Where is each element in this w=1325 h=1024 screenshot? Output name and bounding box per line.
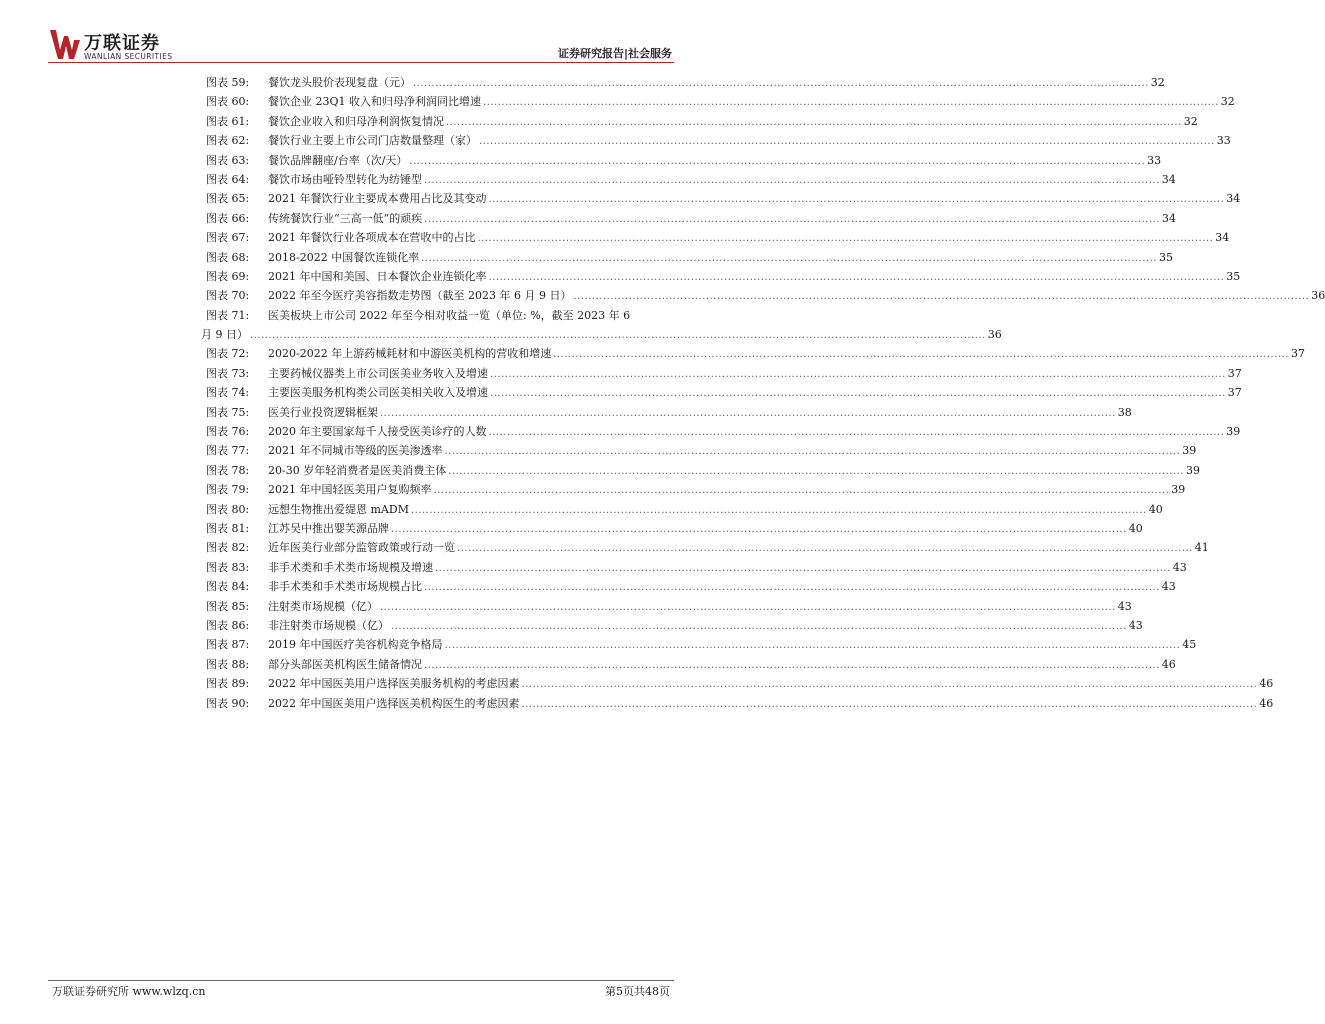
toc-entry-label: 图表 63: (206, 153, 250, 167)
toc-entry-title: 非手术类和手术类市场规模占比 (268, 580, 422, 594)
toc-entry[interactable] (206, 131, 1231, 150)
dot-leader: ........................................................................................................................................................................................................ (479, 136, 1215, 148)
toc-entry[interactable] (206, 209, 1176, 228)
toc-entry-page: 37 (1227, 386, 1242, 400)
toc-entry-title: 远想生物推出爱缇恩 mADM (268, 502, 409, 516)
toc-entry-label: 图表 87: (206, 638, 250, 652)
toc-entry-page: 36 (1311, 289, 1325, 303)
toc-entry-label: 图表 86: (206, 618, 250, 632)
toc-entry-title: 2021 年中国和美国、日本餐饮企业连锁化率 (268, 269, 487, 283)
toc-entry[interactable] (206, 538, 1209, 557)
toc-entry-title: 非注射类市场规模（亿） (268, 618, 389, 632)
dot-leader: ........................................................................................................................................................................................................ (446, 116, 1182, 128)
toc-entry-label: 图表 67: (206, 231, 250, 245)
toc-entry-label: 图表 78: (206, 463, 250, 477)
toc-entry-label: 图表 59: (206, 76, 250, 89)
footer-source: 万联证券研究所 www.wlzq.cn (52, 985, 206, 998)
toc-entry[interactable] (206, 189, 1241, 208)
toc-entry-page: 43 (1117, 599, 1132, 613)
toc-entry-label: 图表 71: (206, 308, 250, 322)
dot-leader: ........................................................................................................................................................................................................ (490, 388, 1226, 400)
toc-entry-label: 图表 60: (206, 95, 250, 109)
dot-leader: ........................................................................................................................................................................................................ (444, 640, 1181, 652)
toc-entry-title: 2022 年至今医疗美容指数走势图（截至 2023 年 6 月 9 日） (268, 289, 572, 303)
toc-entry[interactable] (206, 480, 1186, 499)
toc-entry-title: 2018-2022 中国餐饮连锁化率 (268, 250, 420, 264)
dot-leader: ........................................................................................................................................................................................................ (424, 582, 1160, 594)
toc-entry-label: 图表 62: (206, 134, 250, 148)
dot-leader: ........................................................................................................................................................................................................ (380, 407, 1116, 419)
toc-entry[interactable] (206, 92, 1235, 111)
toc-entry[interactable] (206, 364, 1242, 383)
toc-entry-page: 38 (1117, 405, 1132, 419)
dot-leader: ........................................................................................................................................................................................................ (410, 504, 1147, 516)
toc-entry-page: 43 (1128, 618, 1143, 632)
toc-entry-page: 43 (1161, 580, 1176, 594)
toc-entry[interactable] (206, 558, 1187, 577)
toc-entry-title: 2020-2022 年上游药械耗材和中游医美机构的营收和增速 (268, 347, 552, 361)
toc-entry-page: 39 (1171, 483, 1186, 497)
dot-leader: ........................................................................................................................................................................................................ (521, 679, 1258, 691)
toc-entry[interactable] (206, 500, 1163, 519)
toc-entry-label: 图表 83: (206, 560, 250, 574)
toc-entry[interactable] (206, 422, 1241, 441)
toc-entry[interactable] (206, 286, 1325, 305)
toc-entry[interactable] (206, 403, 1132, 422)
toc-entry-page: 39 (1226, 425, 1241, 439)
toc-entry-page: 41 (1194, 541, 1209, 555)
footer-divider (48, 980, 674, 981)
dot-leader: ........................................................................................................................................................................................................ (444, 446, 1181, 458)
toc-entry-page: 43 (1172, 560, 1187, 574)
toc-entry-label: 图表 84: (206, 580, 250, 594)
toc-entry-title: 医美板块上市公司 2022 年至今相对收益一览（单位: %，截至 2023 年 6 (268, 308, 631, 322)
toc-entry-title: 部分头部医美机构医生储备情况 (268, 657, 422, 671)
toc-entry-title: 20-30 岁年轻消费者是医美消费主体 (268, 463, 447, 477)
page-header (0, 0, 724, 70)
dot-leader: ........................................................................................................................................................................................................ (435, 562, 1171, 574)
toc-entry[interactable] (206, 112, 1198, 131)
dot-leader: ........................................................................................................................................................................................................ (409, 155, 1146, 167)
toc-entry[interactable] (206, 635, 1197, 654)
toc-entry-label: 图表 90: (206, 696, 250, 710)
dot-leader: ........................................................................................................................................................................................................ (380, 601, 1116, 613)
toc-entry-label: 图表 88: (206, 657, 250, 671)
toc-entry-title: 2021 年不同城市等级的医美渗透率 (268, 444, 443, 458)
toc-entry-label: 图表 89: (206, 677, 250, 691)
toc-entry-page: 39 (1182, 444, 1197, 458)
toc-entry-label: 图表 77: (206, 444, 250, 458)
toc-entry-title: 2021 年餐饮行业各项成本在营收中的占比 (268, 231, 476, 245)
toc-entry-page: 40 (1148, 502, 1163, 516)
toc-entry[interactable] (206, 597, 1132, 616)
toc-entry[interactable] (206, 519, 1143, 538)
figure-index-list (201, 73, 1325, 713)
toc-entry-title: 近年医美行业部分监管政策或行动一览 (268, 541, 455, 555)
toc-entry-page: 46 (1161, 657, 1176, 671)
toc-entry-title: 餐饮龙头股价表现复盘（元） (268, 76, 411, 89)
dot-leader: ........................................................................................................................................................................................................ (457, 543, 1193, 555)
toc-entry[interactable] (206, 170, 1176, 189)
toc-entry-label: 图表 76: (206, 425, 250, 439)
toc-entry-page: 34 (1215, 231, 1230, 245)
toc-entry-label: 图表 68: (206, 250, 250, 264)
toc-entry-title: 主要药械仪器类上市公司医美业务收入及增速 (268, 366, 488, 380)
toc-entry-label: 图表 61: (206, 114, 250, 128)
toc-entry[interactable] (206, 73, 1165, 92)
toc-entry-label: 图表 69: (206, 269, 250, 283)
toc-entry-title: 2021 年中国轻医美用户复购频率 (268, 483, 432, 497)
dot-leader: ........................................................................................................................................................................................................ (573, 291, 1310, 303)
dot-leader: ........................................................................................................................................................................................................ (250, 330, 986, 342)
brand-name-cn: 万联证券 (84, 33, 160, 54)
toc-entry-label: 图表 72: (206, 347, 250, 361)
toc-entry-title-continued: 月 9 日） (201, 328, 248, 342)
toc-entry-title: 江苏吴中推出婴芙源品牌 (268, 521, 389, 535)
toc-entry-label: 图表 64: (206, 172, 250, 186)
dot-leader: ........................................................................................................................................................................................................ (421, 252, 1157, 264)
toc-entry-label: 图表 81: (206, 521, 250, 535)
toc-entry-title: 注射类市场规模（亿） (268, 599, 378, 613)
toc-entry[interactable] (206, 248, 1173, 267)
toc-entry-page: 35 (1226, 269, 1241, 283)
toc-entry-page: 37 (1227, 366, 1242, 380)
report-section-label: 证券研究报告|社会服务 (557, 47, 672, 60)
toc-entry[interactable] (206, 383, 1242, 402)
toc-entry-title: 非手术类和手术类市场规模及增速 (268, 560, 433, 574)
toc-entry-label: 图表 70: (206, 289, 250, 303)
dot-leader: ........................................................................................................................................................................................................ (488, 271, 1225, 283)
toc-entry[interactable] (206, 441, 1197, 460)
toc-entry-label: 图表 73: (206, 366, 250, 380)
toc-entry-label: 图表 85: (206, 599, 250, 613)
toc-entry-label: 图表 79: (206, 483, 250, 497)
dot-leader: ........................................................................................................................................................................................................ (553, 349, 1289, 361)
header-divider (48, 62, 674, 63)
toc-entry-page: 34 (1162, 211, 1176, 225)
toc-entry-page: 33 (1216, 134, 1231, 148)
toc-entry-title: 餐饮市场由哑铃型转化为纺锤型 (268, 172, 422, 186)
toc-entry-title: 餐饮品牌翻座/台率（次/天） (268, 153, 408, 167)
toc-entry-title: 餐饮企业收入和归母净利润恢复情况 (268, 114, 444, 128)
page-number: 第5页共48页 (605, 985, 670, 998)
toc-entry-title: 2022 年中国医美用户选择医美服务机构的考虑因素 (268, 677, 520, 691)
dot-leader: ........................................................................................................................................................................................................ (424, 213, 1160, 225)
toc-entry[interactable] (206, 674, 1274, 693)
toc-entry-page: 46 (1259, 677, 1274, 691)
dot-leader: ........................................................................................................................................................................................................ (433, 485, 1170, 497)
toc-entry-page: 36 (987, 328, 1002, 342)
dot-leader: ........................................................................................................................................................................................................ (391, 620, 1127, 632)
toc-entry-page: 33 (1147, 153, 1162, 167)
dot-leader: ........................................................................................................................................................................................................ (488, 194, 1225, 206)
toc-entry-label: 图表 65: (206, 192, 250, 206)
toc-entry-page: 39 (1185, 463, 1200, 477)
toc-entry-page: 37 (1290, 347, 1305, 361)
toc-entry-page: 40 (1128, 521, 1143, 535)
toc-entry-page: 32 (1150, 76, 1165, 89)
toc-entry[interactable] (206, 694, 1274, 713)
toc-entry-page: 34 (1161, 172, 1176, 186)
dot-leader: ........................................................................................................................................................................................................ (448, 465, 1184, 477)
toc-entry-page: 32 (1183, 114, 1198, 128)
toc-entry[interactable] (206, 267, 1241, 286)
dot-leader: ........................................................................................................................................................................................................ (521, 698, 1258, 710)
toc-entry-page: 45 (1182, 638, 1197, 652)
wanlian-logo-icon (50, 28, 80, 60)
toc-entry-title: 餐饮行业主要上市公司门店数量整理（家） (268, 134, 477, 148)
toc-entry-page: 46 (1259, 696, 1274, 710)
toc-entry[interactable] (206, 151, 1162, 170)
toc-entry-label: 图表 75: (206, 405, 250, 419)
dot-leader: ........................................................................................................................................................................................................ (391, 523, 1127, 535)
toc-entry-title: 主要医美服务机构类公司医美相关收入及增速 (268, 386, 488, 400)
toc-entry-page: 34 (1226, 192, 1241, 206)
toc-entry-label: 图表 66: (206, 211, 250, 225)
toc-entry-title: 医美行业投资逻辑框架 (268, 405, 378, 419)
toc-entry[interactable] (206, 577, 1176, 596)
toc-entry-title: 2021 年餐饮行业主要成本费用占比及其变动 (268, 192, 487, 206)
toc-entry-label: 图表 80: (206, 502, 250, 516)
toc-entry-title: 传统餐饮行业“三高一低”的顽疾 (268, 211, 423, 225)
dot-leader: ........................................................................................................................................................................................................ (483, 97, 1219, 109)
toc-entry-page: 35 (1158, 250, 1173, 264)
toc-entry-page: 32 (1220, 95, 1235, 109)
dot-leader: ........................................................................................................................................................................................................ (424, 659, 1160, 671)
toc-entry-label: 图表 74: (206, 386, 250, 400)
toc-entry-title: 2020 年主要国家每千人接受医美诊疗的人数 (268, 425, 487, 439)
toc-entry-title: 2022 年中国医美用户选择医美机构医生的考虑因素 (268, 696, 520, 710)
toc-entry[interactable] (206, 344, 1305, 363)
dot-leader: ........................................................................................................................................................................................................ (488, 427, 1225, 439)
dot-leader: ........................................................................................................................................................................................................ (477, 233, 1214, 245)
toc-entry-label: 图表 82: (206, 541, 250, 555)
dot-leader: ........................................................................................................................................................................................................ (413, 78, 1149, 89)
toc-entry[interactable] (201, 306, 1002, 345)
dot-leader: ........................................................................................................................................................................................................ (490, 368, 1226, 380)
toc-entry[interactable] (206, 228, 1230, 247)
toc-entry[interactable] (206, 655, 1176, 674)
toc-entry-title: 餐饮企业 23Q1 收入和归母净利润同比增速 (268, 95, 482, 109)
toc-entry[interactable] (206, 461, 1200, 480)
dot-leader: ........................................................................................................................................................................................................ (424, 174, 1160, 186)
toc-entry[interactable] (206, 616, 1143, 635)
toc-entry-title: 2019 年中国医疗美容机构竞争格局 (268, 638, 443, 652)
brand-name-en: WANLIAN SECURITIES (84, 52, 173, 61)
